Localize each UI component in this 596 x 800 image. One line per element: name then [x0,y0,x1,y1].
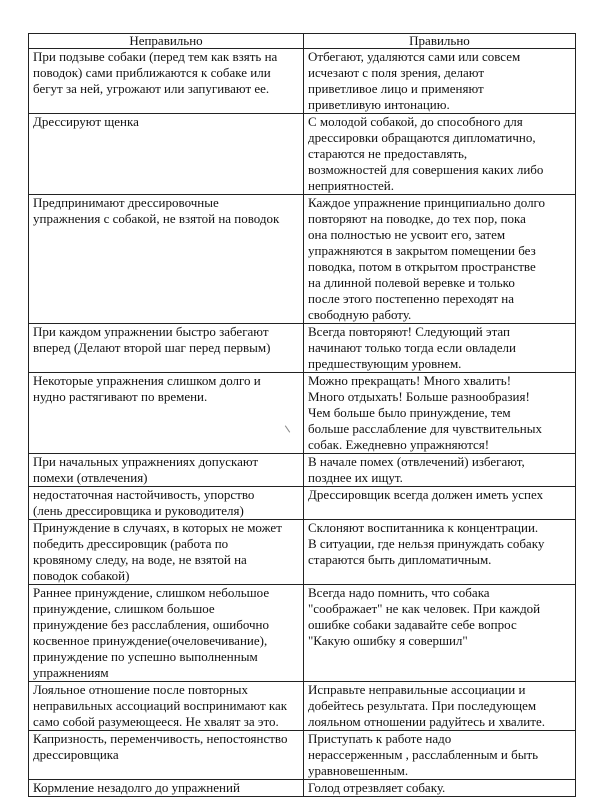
right-cell: Всегда надо помнить, что собака "соображает" не как человек. При каждой ошибке собаки задавайте себе вопрос "Какую ошибку я совершил" [304,585,576,682]
wrong-cell: Дрессируют щенка [29,114,304,195]
wrong-cell: Предпринимают дрессировочные упражнения с собакой, не взятой на поводок [29,195,304,324]
table-row [29,114,576,195]
wrong-cell: При каждом упражнении быстро забегают вперед (Делают второй шаг перед первым) [29,324,304,373]
wrong-cell: При начальных упражнениях допускают помехи (отвлечения) [29,454,304,487]
table-row [29,731,576,780]
right-cell: Всегда повторяют! Следующий этап начинают только тогда если овладели предшествующим уровнем. [304,324,576,373]
table-row [29,49,576,114]
right-cell: Склоняют воспитанника к концентрации. В ситуации, где нельзя принуждать собаку стараются быть дипломатичным. [304,520,576,585]
table-row [29,324,576,373]
wrong-cell: Кормление незадолго до упражнений [29,780,304,797]
wrong-cell: Некоторые упражнения слишком долго и нудно растягивают по времени. [29,373,304,454]
wrong-cell: При подзыве собаки (перед тем как взять на поводок) сами приближаются к собаке или бегут за ней, угрожают или запугивают ее. [29,49,304,114]
header-right: Правильно [304,34,576,49]
training-mistakes-table [28,33,576,797]
header-wrong: Неправильно [29,34,304,49]
right-cell: Приступать к работе надо нерассерженным , расслабленным и быть уравновешенным. [304,731,576,780]
right-cell: С молодой собакой, до способного для дрессировки обращаются дипломатично, стараются не предоставлять, возможностей для совершения каких либо неприятностей. [304,114,576,195]
table-row [29,520,576,585]
table-row [29,585,576,682]
table-row [29,780,576,797]
right-cell: Дрессировщик всегда должен иметь успех [304,487,576,520]
wrong-cell: Капризность, переменчивость, непостоянство дрессировщика [29,731,304,780]
table-row [29,454,576,487]
wrong-cell: Лояльное отношение после повторных неправильных ассоциаций воспринимают как само собой разумеющееся. Не хвалят за это. [29,682,304,731]
right-cell: Отбегают, удаляются сами или совсем исчезают с поля зрения, делают приветливое лицо и применяют приветливую интонацию. [304,49,576,114]
wrong-cell: недостаточная настойчивость, упорство (лень дрессировщика и руководителя) [29,487,304,520]
right-cell: Исправьте неправильные ассоциации и добейтесь результата. При последующем лояльном отношении радуйтесь и хвалите. [304,682,576,731]
right-cell: Каждое упражнение принципиально долго повторяют на поводке, до тех пор, пока она полностью не усвоит его, затем упражняются в закрытом помещении без поводка, потом в открытом пространстве на длинной полевой веревке и только после этого постепенно переходят на свободную работу. [304,195,576,324]
right-cell: Можно прекращать! Много хвалить! Много отдыхать! Больше разнообразия! Чем больше было принуждение, тем больше расслабление для чувствительных собак. Ежедневно упражняются! [304,373,576,454]
right-cell: В начале помех (отвлечений) избегают, позднее их ищут. [304,454,576,487]
table-header-row [29,34,576,49]
table-row [29,373,576,454]
document-page [28,33,575,797]
table-row [29,487,576,520]
wrong-cell: Принуждение в случаях, в которых не может победить дрессировщик (работа по кровяному следу, на воде, не взятой на поводок собакой) [29,520,304,585]
right-cell: Голод отрезвляет собаку. [304,780,576,797]
wrong-cell: Раннее принуждение, слишком небольшое принуждение, слишком большое принуждение без расслабления, ошибочно косвенное принуждение(очеловечивание), принуждение по успешно выполненным упражнениям [29,585,304,682]
table-row [29,682,576,731]
table-row [29,195,576,324]
